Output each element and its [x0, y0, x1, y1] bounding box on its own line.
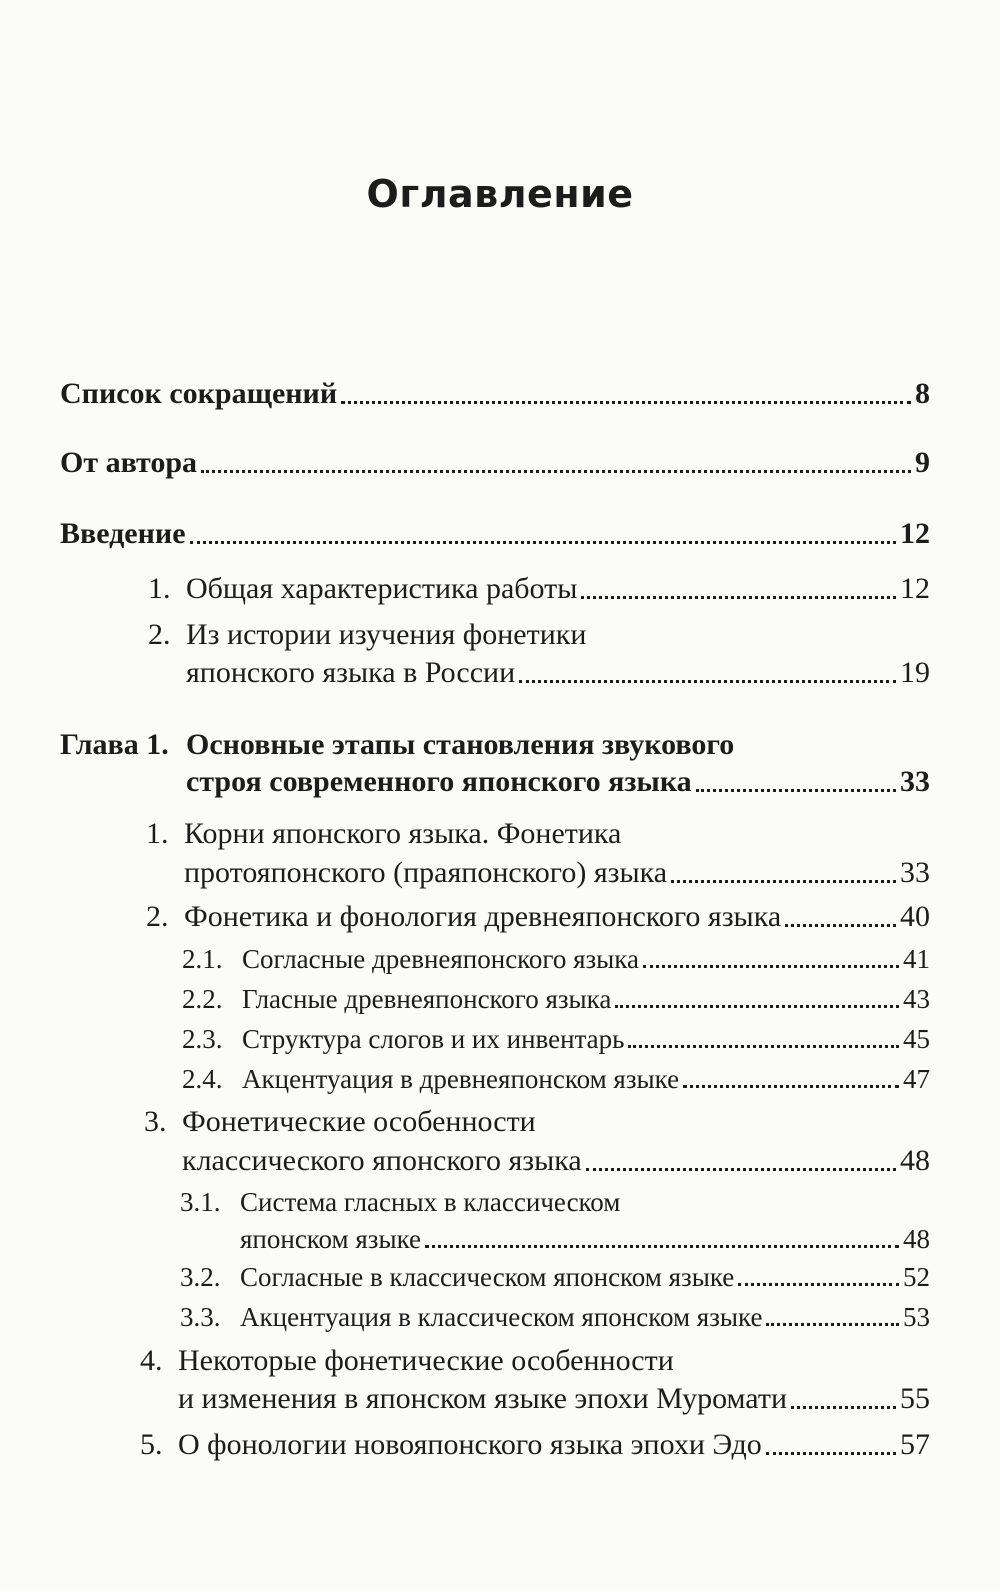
page-number: 41	[903, 944, 930, 974]
entry-number: 4.	[140, 1344, 163, 1377]
toc-entry-from-author[interactable]	[60, 446, 930, 480]
leader-dots	[519, 680, 896, 683]
page-number: 57	[900, 1428, 930, 1461]
page-number: 47	[903, 1064, 930, 1094]
entry-number: 2.1.	[182, 944, 223, 974]
entry-title-line2: и изменения в японском языке эпохи Муромати	[178, 1382, 787, 1415]
toc-entry-ch1-4[interactable]	[178, 1382, 930, 1416]
entry-title: Фонетика и фонология древнеяпонского языка	[184, 900, 782, 933]
leader-dots	[581, 596, 896, 599]
entry-number: 3.2.	[180, 1262, 221, 1292]
page-number: 12	[900, 572, 930, 605]
entry-title-line2: классического японского языка	[182, 1144, 582, 1177]
page-number: 12	[900, 517, 930, 550]
leader-dots	[766, 1323, 899, 1326]
entry-number: 5.	[140, 1428, 163, 1461]
entry-title: Согласные в классическом японском языке	[240, 1262, 735, 1292]
page-number: 8	[915, 377, 930, 410]
entry-title: Общая характеристика работы	[186, 572, 578, 605]
leader-dots	[738, 1283, 899, 1286]
entry-title-line2: протояпонского (праяпонского) языка	[184, 856, 668, 889]
entry-number: 2.	[146, 900, 169, 933]
toc-entry-ch1-3-1-first-line	[180, 1187, 620, 1218]
entry-number: 1.	[148, 572, 171, 605]
leader-dots	[341, 401, 911, 404]
page-number: 40	[900, 900, 930, 933]
entry-title: Введение	[60, 517, 186, 550]
toc-entry-ch1-3-3[interactable]	[180, 1302, 930, 1333]
page-number: 19	[900, 656, 930, 689]
toc-entry-ch1-2-2[interactable]	[182, 984, 930, 1015]
toc-entry-intro-1[interactable]	[148, 572, 930, 606]
toc-entry-ch1-1[interactable]	[184, 856, 930, 890]
entry-title-line1: Из истории изучения фонетики	[186, 618, 587, 651]
toc-entry-ch1-3-2[interactable]	[180, 1262, 930, 1293]
entry-number: 1.	[146, 817, 169, 850]
toc-entry-ch1-3-1[interactable]	[240, 1224, 930, 1255]
page-number: 33	[900, 856, 930, 889]
entry-title-line1: Корни японского языка. Фонетика	[184, 817, 622, 850]
entry-title-line2: японском языке	[240, 1224, 422, 1254]
toc-entry-ch1-1-first-line	[146, 817, 621, 851]
page-number: 48	[900, 1144, 930, 1177]
leader-dots	[190, 541, 896, 544]
toc-entry-intro-2[interactable]	[186, 656, 930, 690]
entry-number: 3.1.	[180, 1187, 221, 1217]
toc-entry-ch1-2[interactable]	[146, 900, 930, 934]
entry-title: Гласные древнеяпонского языка	[242, 984, 612, 1014]
toc-entry-ch1-2-3[interactable]	[182, 1024, 930, 1055]
entry-number: 2.4.	[182, 1064, 223, 1094]
entry-title-line2: японского языка в России	[186, 656, 516, 689]
leader-dots	[201, 470, 911, 473]
toc-entry-chapter-1[interactable]	[186, 765, 930, 799]
leader-dots	[643, 965, 899, 968]
toc-entry-ch1-2-4[interactable]	[182, 1064, 930, 1095]
leader-dots	[785, 924, 896, 927]
entry-title: Акцентуация в классическом японском языке	[240, 1302, 763, 1332]
toc-entry-ch1-3[interactable]	[182, 1144, 930, 1178]
leader-dots	[586, 1168, 896, 1171]
page-number: 43	[903, 984, 930, 1014]
page-number: 9	[915, 446, 930, 479]
page-title: Оглавление	[366, 172, 634, 216]
toc-entry-ch1-4-first-line	[140, 1344, 674, 1378]
entry-number: 3.3.	[180, 1302, 221, 1332]
entry-title-line1: Система гласных в классическом	[240, 1187, 621, 1217]
toc-entry-ch1-2-1[interactable]	[182, 944, 930, 975]
page-number: 55	[900, 1382, 930, 1415]
page-number: 53	[903, 1302, 930, 1332]
entry-title: Список сокращений	[60, 377, 338, 410]
entry-title: О фонологии новояпонского языка эпохи Эдо	[178, 1428, 762, 1461]
entry-title-line1: Фонетические особенности	[182, 1105, 536, 1138]
leader-dots	[628, 1045, 899, 1048]
leader-dots	[671, 880, 896, 883]
entry-title: Структура слогов и их инвентарь	[242, 1024, 625, 1054]
leader-dots	[425, 1245, 899, 1248]
leader-dots	[615, 1005, 899, 1008]
entry-number: 3.	[144, 1105, 167, 1138]
toc-entry-introduction[interactable]	[60, 517, 930, 551]
leader-dots	[791, 1406, 896, 1409]
page-number: 45	[903, 1024, 930, 1054]
entry-number: 2.	[148, 618, 171, 651]
page-number: 33	[900, 765, 930, 798]
toc-entry-abbreviations[interactable]	[60, 377, 930, 411]
entry-title-line1: Основные этапы становления звукового	[186, 728, 735, 761]
entry-title-line1: Некоторые фонетические особенности	[178, 1344, 674, 1377]
toc-entry-chapter-1-first-line	[60, 728, 734, 762]
toc-entry-ch1-5[interactable]	[140, 1428, 930, 1462]
entry-number: 2.2.	[182, 984, 223, 1014]
entry-number: 2.3.	[182, 1024, 223, 1054]
chapter-label: Глава 1.	[60, 728, 169, 761]
toc-entry-intro-2-first-line	[148, 618, 586, 652]
page-number: 52	[903, 1262, 930, 1292]
leader-dots	[696, 789, 896, 792]
entry-title: Акцентуация в древнеяпонском языке	[242, 1064, 680, 1094]
leader-dots	[683, 1085, 899, 1088]
entry-title: Согласные древнеяпонского языка	[242, 944, 639, 974]
entry-title: От автора	[60, 446, 198, 479]
toc-entry-ch1-3-first-line	[144, 1105, 536, 1139]
entry-title-line2: строя современного японского языка	[186, 765, 692, 798]
leader-dots	[766, 1452, 896, 1455]
page-number: 48	[903, 1224, 930, 1254]
